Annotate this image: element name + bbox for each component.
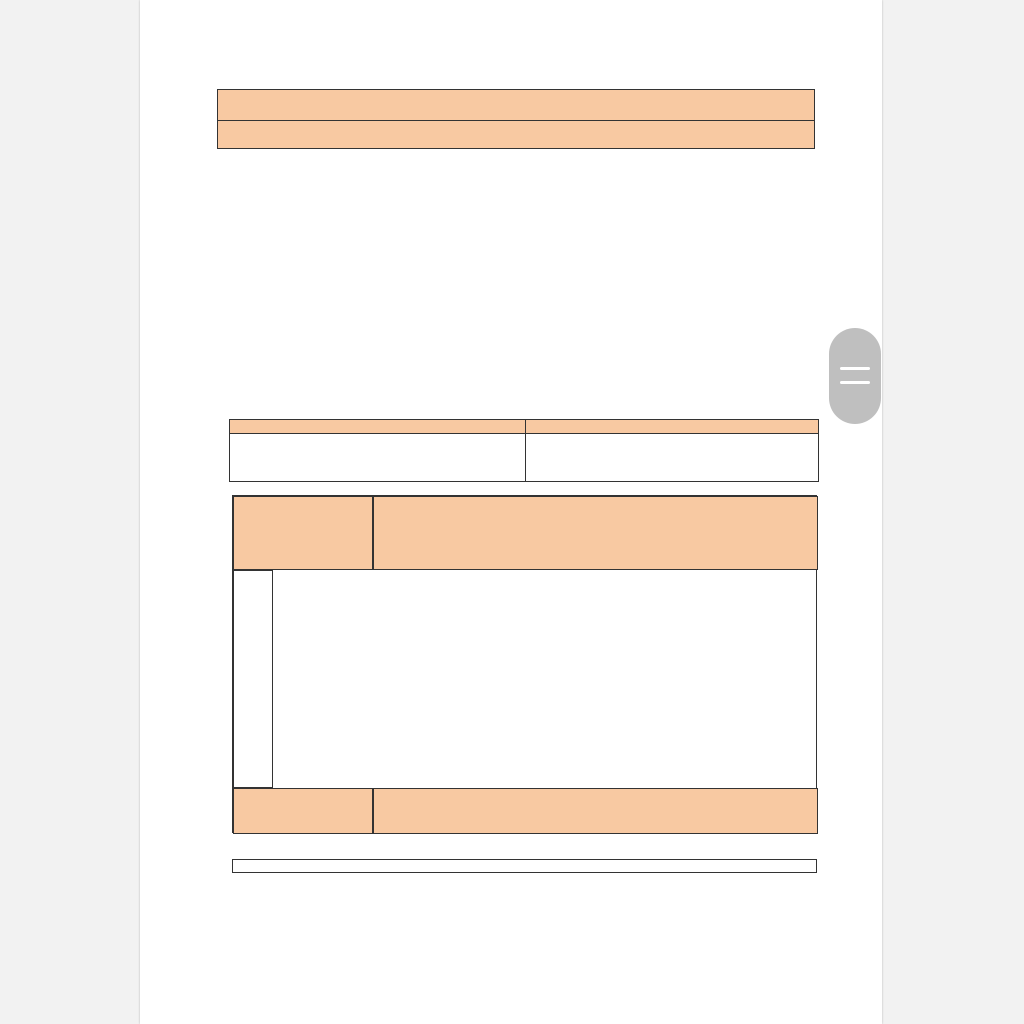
penutup-cell [233,788,373,834]
pendahuluan-desc [373,496,818,570]
penilaian-table [232,859,817,873]
identity-table [217,89,815,149]
media-table [229,419,819,482]
pendahuluan-cell [233,496,373,570]
kegiatan-table [232,495,817,833]
scroll-handle[interactable] [829,328,881,424]
kegiatan-inti-label [242,580,272,730]
penutup-desc [373,788,818,834]
document-page [140,0,882,1024]
